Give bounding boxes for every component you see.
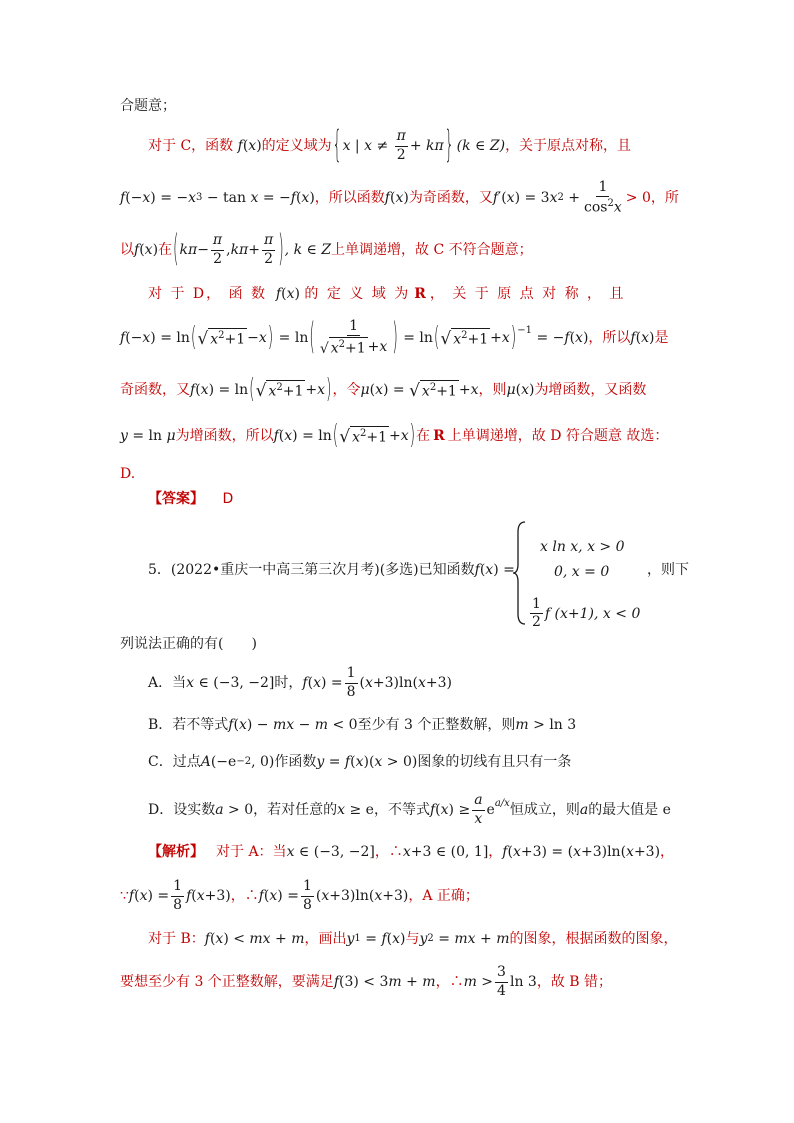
text: D．设实数 bbox=[148, 802, 216, 818]
text: , k ∈ Z bbox=[284, 242, 332, 258]
option-c: C．过点 A (−e −2 , 0) 作函数 y = f ( x )( x > 0) 图象的切线有且只有一条 bbox=[148, 754, 572, 770]
text: 为奇函数，又 bbox=[408, 190, 493, 206]
text: D. bbox=[120, 466, 136, 482]
answer-tag: 【答案】 bbox=[148, 491, 204, 507]
text: 要想至少有 3 个正整数解，要满足 bbox=[120, 974, 334, 990]
text: 对于 C，函数 bbox=[148, 138, 234, 154]
text: ， bbox=[488, 844, 503, 860]
text: R bbox=[433, 428, 445, 444]
text: 为增函数，所以 bbox=[175, 428, 274, 444]
text: 的定义域为 bbox=[261, 138, 332, 154]
solution-line: ∵ f ( x ) = $\frac{1}{8}$ f ( x +3) ，∴ f ( x ) = $\frac{1}{8}$ ( x +3)ln( x +3) ，A 正确； bbox=[120, 878, 479, 913]
text: 对于 A：当 bbox=[216, 844, 287, 860]
answer-line bbox=[148, 492, 233, 506]
text: 在 bbox=[416, 428, 431, 444]
text: 是 bbox=[654, 330, 669, 346]
text: ，A 正确； bbox=[408, 888, 479, 904]
text: 至少有 3 个正整数解，则 bbox=[357, 717, 516, 733]
text: 的 定 义 域 为 bbox=[304, 286, 411, 302]
text: ，不等式 bbox=[373, 802, 430, 818]
text: 对于 B： bbox=[148, 931, 205, 947]
solution-tag: 【解析】 bbox=[148, 844, 204, 860]
text: ，画出 bbox=[304, 931, 347, 947]
option-d-analysis-line: y = ln μ 为增函数，所以 f ( x ) = ln ( √ $x^2+1$ + x ) 在 R 上单调递增，故 D 符合题意 故选： bbox=[120, 420, 669, 452]
question-5-stem: 5．(2022•重庆一中高三第三次月考)(多选)已知函数 f ( x ) = bbox=[148, 562, 515, 578]
fraction: $\frac{1}{\cos^2x}$ bbox=[584, 178, 622, 216]
fraction: $\frac{\pi}{2}$ bbox=[396, 128, 406, 163]
text: ，则下 bbox=[647, 562, 689, 578]
case-row: $\frac{1}{2}$ f (x+1), x < 0 bbox=[532, 596, 641, 631]
text: R bbox=[414, 286, 426, 302]
text: 列说法正确的有( ) bbox=[120, 636, 257, 652]
text: ，令 bbox=[332, 382, 361, 398]
text-line bbox=[120, 467, 135, 481]
option-d-analysis-line: 奇函数，又 f ( x ) = ln ( √ $x^2+1$ + x ) ，令 μ ( x ) = √ $x^2+1$ + x ，则 μ ( x ) 为增函数，又函数 bbox=[120, 374, 647, 406]
text: ，∴ bbox=[374, 844, 403, 860]
solution-line: 【解析】 对于 A：当 x ∈ (−3, −2] ，∴ x +3 ∈ (0, 1] ， f ( x +3) = ( x +3)ln( x +3) ， bbox=[148, 844, 675, 860]
text: 的最大值是 e bbox=[588, 802, 671, 818]
text: 时， bbox=[274, 675, 303, 691]
text: ，∴ bbox=[230, 888, 259, 904]
option-d: D．设实数 a > 0 ，若对任意的 x ≥ e ，不等式 f ( x ) ≥ $\frac{a}{x}$ e $^{a/x}$ 恒成立，则 a 的最大值是 e bbox=[148, 792, 671, 827]
text: 5．(2022•重庆一中高三第三次月考)(多选)已知函数 bbox=[148, 562, 475, 578]
text: 上单调递增，故 C 不符合题意； bbox=[331, 242, 533, 258]
text: > 0，所 bbox=[625, 190, 679, 206]
text: 作函数 bbox=[274, 754, 317, 770]
option-d-analysis-line: f (− x ) = ln ( √ $x^2+1$ − x ) = ln ( 1 √ $x^2+1$ +x ) = ln ( √ $x^2+1$ + x ) $^{-1}$ = − f ( x ) ，所以 f ( x ) 是 bbox=[120, 317, 669, 359]
option-c-analysis-line: 以 f ( x ) 在 ( kπ − $\frac{\pi}{2}$ , kπ + $\frac{\pi}{2}$ ) , k ∈ Z 上单调递增，故 C 不符合题意； bbox=[120, 229, 533, 271]
text: 以 bbox=[120, 242, 134, 258]
text: ， bbox=[660, 844, 675, 860]
case-row: 0, x = 0 bbox=[554, 564, 610, 580]
text: 在 bbox=[158, 242, 173, 258]
text: 与 bbox=[405, 931, 420, 947]
piecewise-brace bbox=[512, 520, 528, 626]
text: 对 于 D， 函 数 bbox=[148, 286, 268, 302]
math: f bbox=[233, 138, 243, 154]
text: 奇函数，又 bbox=[120, 382, 190, 398]
text: A．当 bbox=[148, 675, 187, 691]
text-line bbox=[120, 637, 257, 651]
text: 为增函数，又函数 bbox=[534, 382, 647, 398]
text: C．过点 bbox=[148, 754, 201, 770]
text: ，关于原点对称，且 bbox=[505, 138, 632, 154]
option-a: A．当 x ∈ (−3, −2] 时， f ( x ) = $\frac{1}{8}$ ( x +3)ln( x +3) bbox=[148, 665, 452, 700]
text: 图象的切线有且只有一条 bbox=[417, 754, 572, 770]
text: ，所以函数 bbox=[314, 190, 385, 206]
text: 的图象，根据函数的图象， bbox=[509, 931, 678, 947]
answer-value: D bbox=[222, 491, 234, 507]
text: ， 关 于 原 点 对 称 ， 且 bbox=[429, 286, 626, 302]
option-c-analysis-line: 对于 C，函数 f ( x ) 的定义域为 { x | x ≠ $\frac{\pi}{2}$ + kπ } (k ∈ Z) ，关于原点对称，且 bbox=[148, 125, 632, 167]
text: 恒成立，则 bbox=[509, 802, 580, 818]
text: 合题意； bbox=[120, 98, 176, 114]
text: (k ∈ Z) bbox=[456, 138, 506, 154]
text: ，若对任意的 bbox=[253, 802, 338, 818]
text-line bbox=[647, 563, 689, 577]
piecewise-cases bbox=[528, 520, 648, 631]
text-line bbox=[120, 99, 176, 113]
text: ，所以 bbox=[588, 330, 631, 346]
text: ，故 B 错； bbox=[536, 974, 613, 990]
text: ，∴ bbox=[435, 974, 464, 990]
solution-line: 要想至少有 3 个正整数解，要满足 f (3) < 3 m + m ，∴ m > $\frac{3}{4}$ ln 3 ，故 B 错； bbox=[120, 964, 613, 999]
option-d-analysis-line: 对 于 D， 函 数 f ( x ) 的 定 义 域 为 R ， 关 于 原 点 对 称 ， 且 bbox=[148, 286, 626, 302]
solution-line: 对于 B： f ( x ) < mx + m ，画出 y 1 = f ( x ) 与 y 2 = mx + m 的图象，根据函数的图象， bbox=[148, 931, 678, 947]
text: B．若不等式 bbox=[148, 717, 229, 733]
option-c-analysis-line: f (− x ) = − x 3 − tan x = − f ( x ) ，所以函数 f ( x ) 为奇函数，又 f ′( x ) = 3 x 2 + $\frac{1}{\cos^2x}$ > 0，所 bbox=[120, 178, 679, 216]
option-b: B．若不等式 f ( x ) − mx − m < 0 至少有 3 个正整数解，则 m > ln 3 bbox=[148, 717, 577, 733]
case-row: x ln x, x > 0 bbox=[540, 539, 625, 555]
text: 上单调递增，故 D 符合题意 故选： bbox=[447, 428, 669, 444]
text: ，则 bbox=[478, 382, 507, 398]
text: ∵ bbox=[120, 888, 129, 904]
